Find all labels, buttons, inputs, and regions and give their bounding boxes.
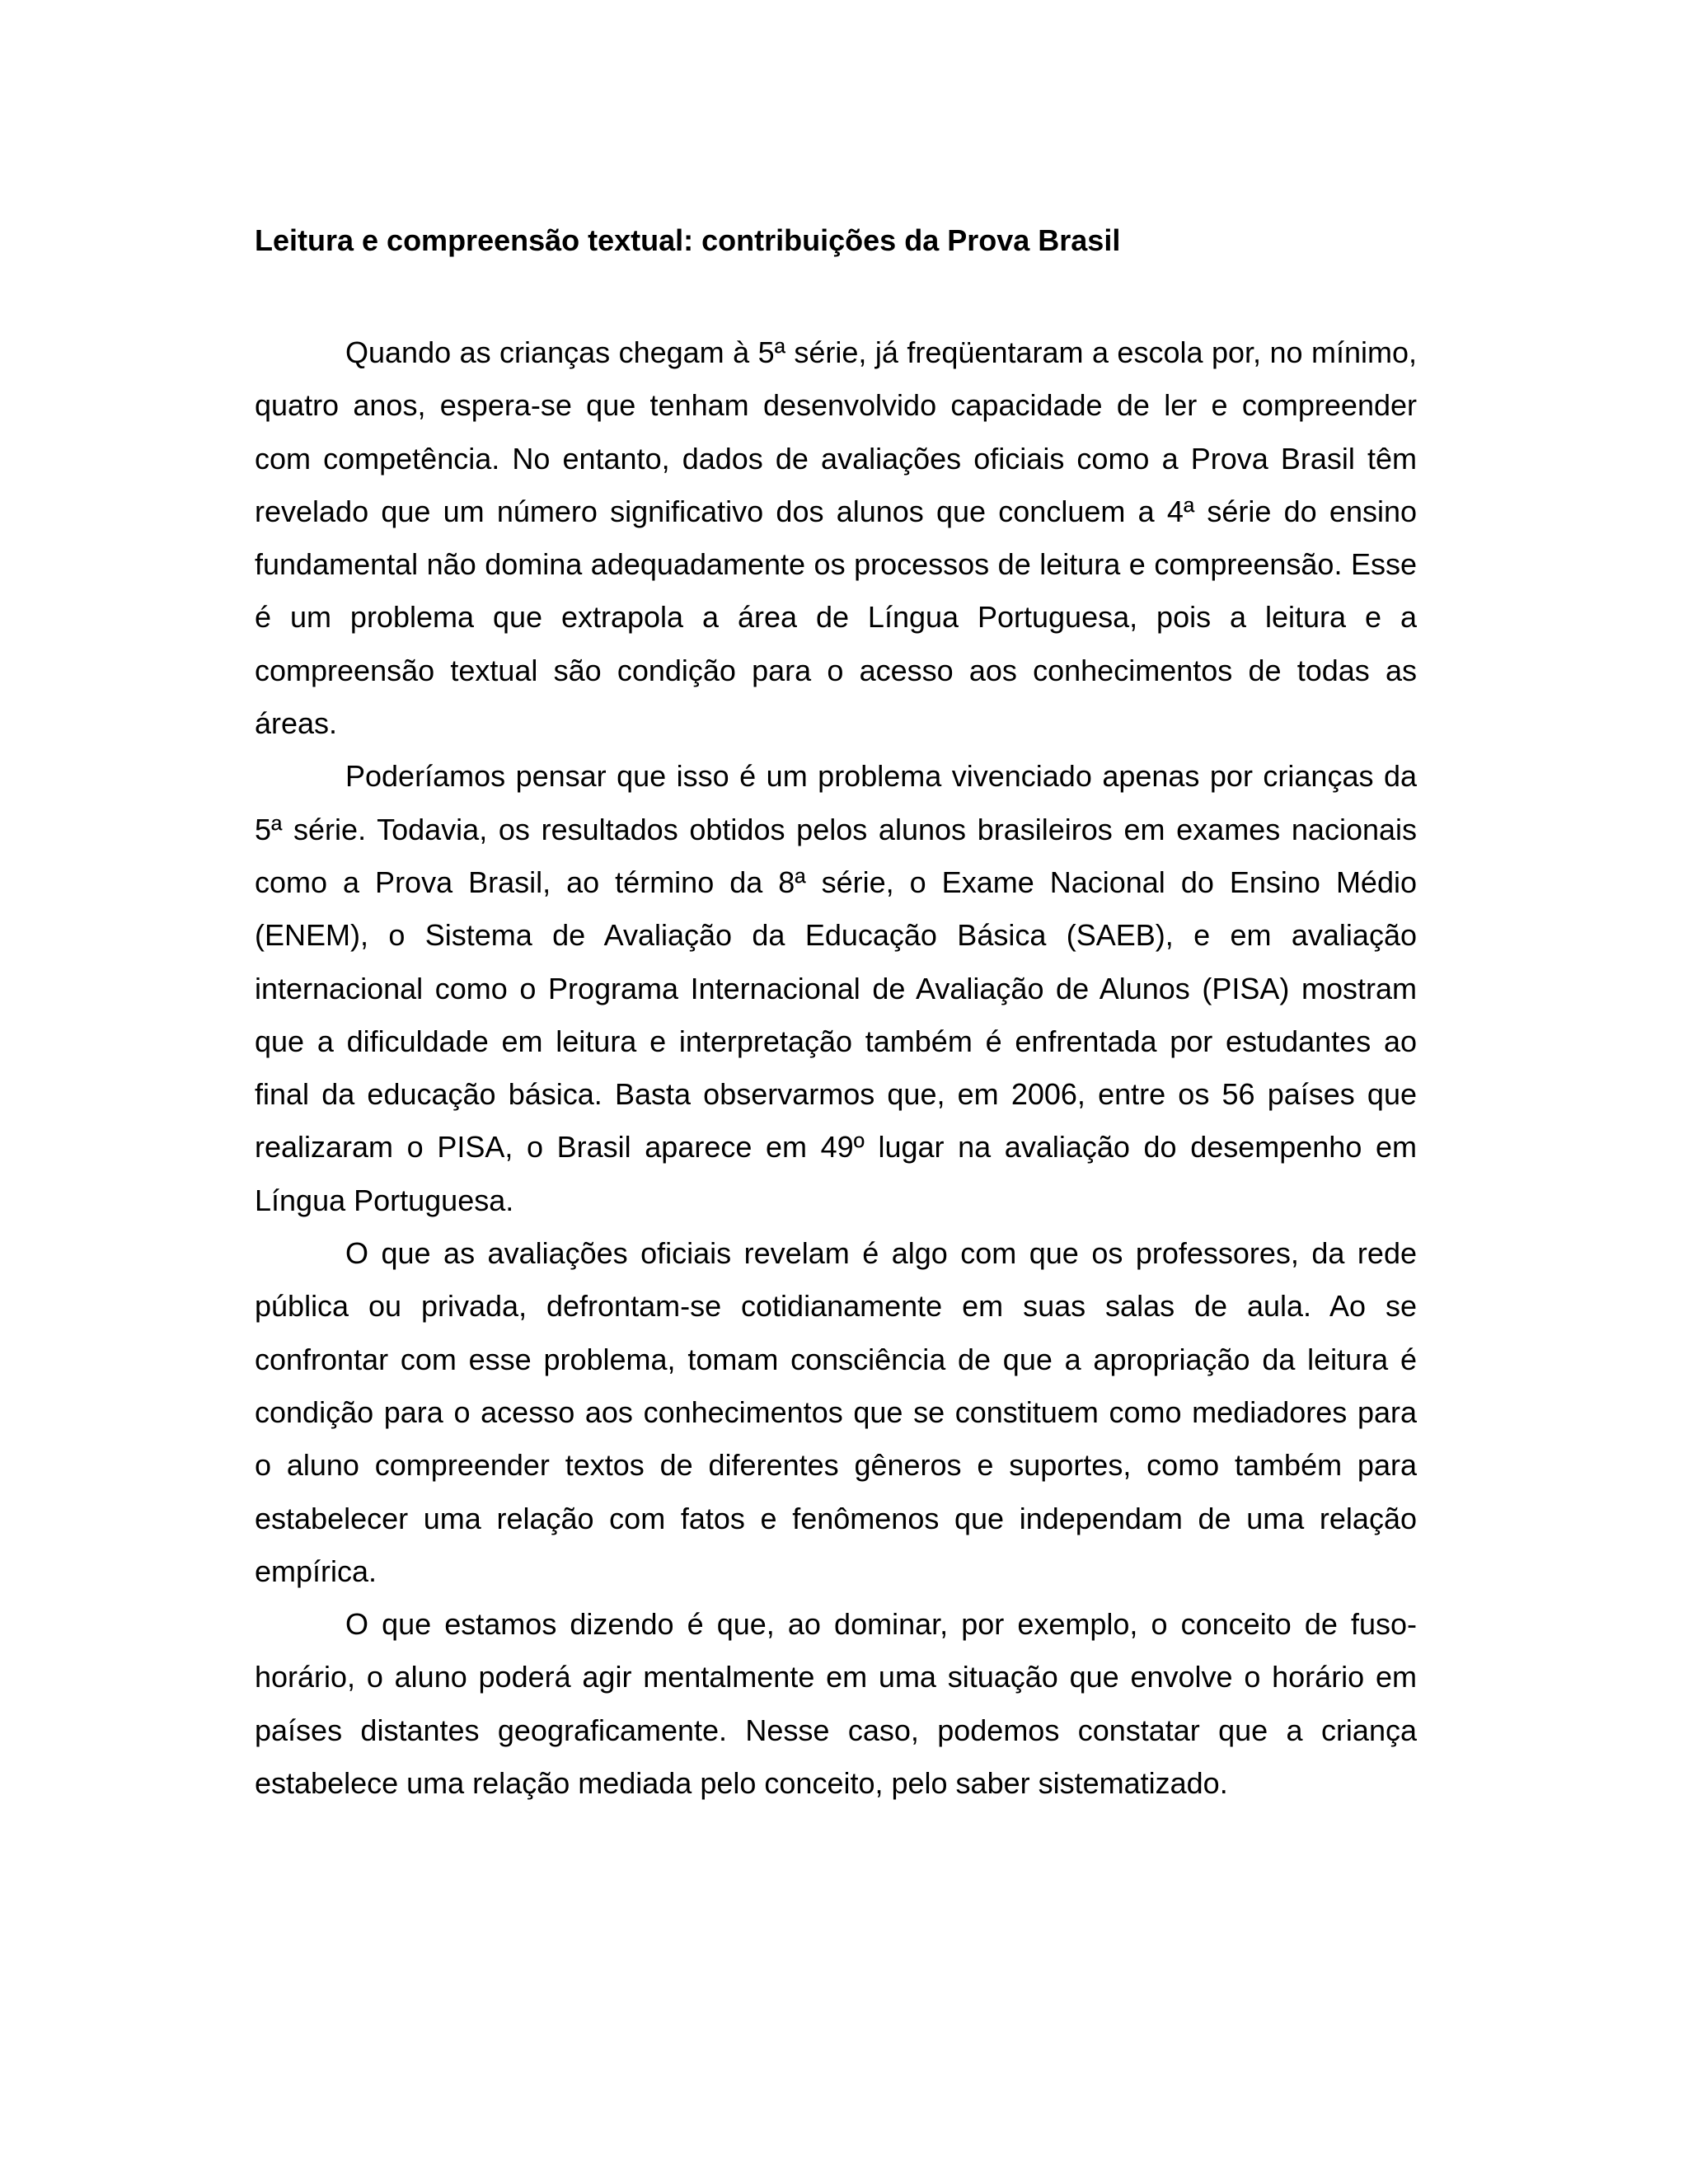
- paragraph-4: O que estamos dizendo é que, ao dominar, por exemplo, o conceito de fuso-horário, o aluno poderá agir mentalmente em uma situação que envolve o horário em países distantes geograficamente. Nesse caso, podemos constatar que a criança estabelece uma relação mediada pelo conceito, pelo saber sistematizado.: [255, 1607, 1417, 1801]
- paragraph-2: Poderíamos pensar que isso é um problema vivenciado apenas por crianças da 5ª série. Todavia, os resultados obtidos pelos alunos brasileiros em exames nacionais como a Prova Brasil, ao término da 8ª série, o Exame Nacional do Ensino Médio (ENEM), o Sistema de Avaliação da Educação Básica (SAEB), e em avaliação internacional como o Programa Internacional de Avaliação de Alunos (PISA) mostram que a dificuldade em leitura e interpretação também é enfrentada por estudantes ao final da educação básica. Basta observarmos que, em 2006, entre os 56 países que realizaram o PISA, o Brasil aparece em 49º lugar na avaliação do desempenho em Língua Portuguesa.: [255, 759, 1417, 1217]
- document-title: Leitura e compreensão textual: contribuições da Prova Brasil: [255, 223, 1121, 257]
- document-content: [255, 214, 1417, 1810]
- paragraph-3: O que as avaliações oficiais revelam é algo com que os professores, da rede pública ou privada, defrontam-se cotidianamente em suas salas de aula. Ao se confrontar com esse problema, tomam consciência de que a apropriação da leitura é condição para o acesso aos conhecimentos que se constituem como mediadores para o aluno compreender textos de diferentes gêneros e suportes, como também para estabelecer uma relação com fatos e fenômenos que independam de uma relação empírica.: [255, 1236, 1417, 1588]
- document-body: [255, 326, 1417, 1810]
- paragraph-1: Quando as crianças chegam à 5ª série, já freqüentaram a escola por, no mínimo, quatro anos, espera-se que tenham desenvolvido capacidade de ler e compreender com competência. No entanto, dados de avaliações oficiais como a Prova Brasil têm revelado que um número significativo dos alunos que concluem a 4ª série do ensino fundamental não domina adequadamente os processos de leitura e compreensão. Esse é um problema que extrapola a área de Língua Portuguesa, pois a leitura e a compreensão textual são condição para o acesso aos conhecimentos de todas as áreas.: [255, 335, 1417, 741]
